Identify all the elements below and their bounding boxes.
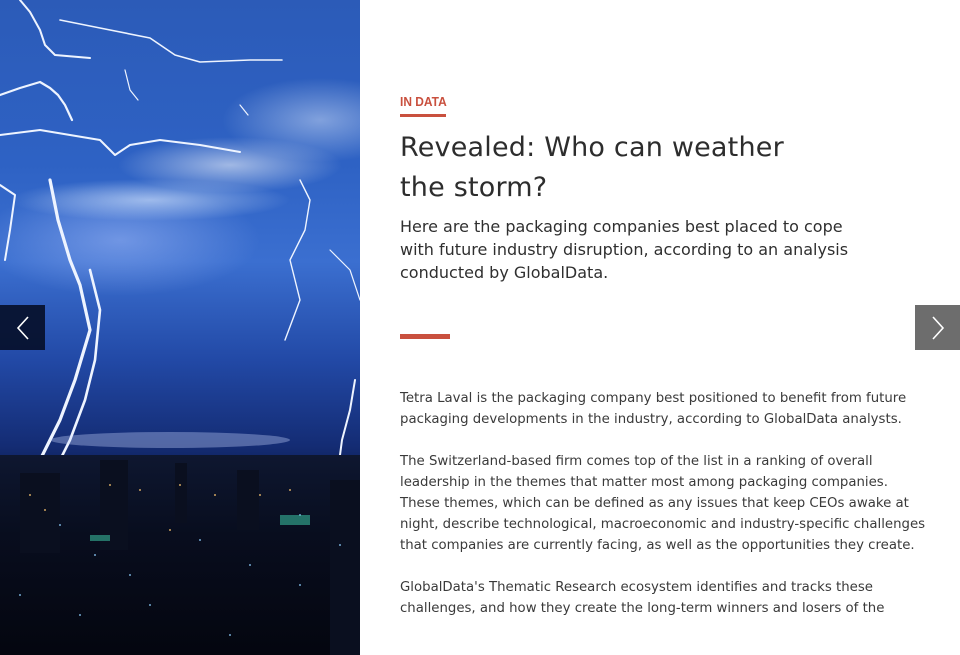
chevron-right-icon — [930, 315, 946, 341]
kicker-underline — [400, 114, 446, 117]
body-paragraph: GlobalData's Thematic Research ecosystem identifies and tracks these challenges, and how they create the long-term winners and losers of the — [400, 580, 885, 616]
article-title: Revealed: Who can weather the storm? — [400, 132, 784, 203]
category-kicker[interactable]: IN DATA — [400, 94, 447, 109]
chevron-left-icon — [15, 315, 31, 341]
body-paragraph: Tetra Laval is the packaging company best positioned to benefit from future packaging developments in the industry, according to GlobalData analysts. — [400, 391, 907, 427]
next-slide-button[interactable] — [915, 305, 960, 350]
previous-slide-button[interactable] — [0, 305, 45, 350]
article-body — [400, 388, 930, 640]
hero-image — [0, 0, 360, 655]
article-subtitle: Here are the packaging companies best placed to cope with future industry disruption, according to an analysis conducted by GlobalData. — [400, 217, 849, 282]
city-skyline — [0, 455, 360, 655]
body-paragraph: The Switzerland-based firm comes top of the list in a ranking of overall leadership in the themes that matter most among packaging companies. These themes, which can be defined as any issues that keep CEOs awake at night, describe technological, macroeconomic and industry-specific challenges that companies are currently facing, as well as the opportunities they create. — [400, 454, 926, 553]
section-divider — [400, 334, 450, 339]
